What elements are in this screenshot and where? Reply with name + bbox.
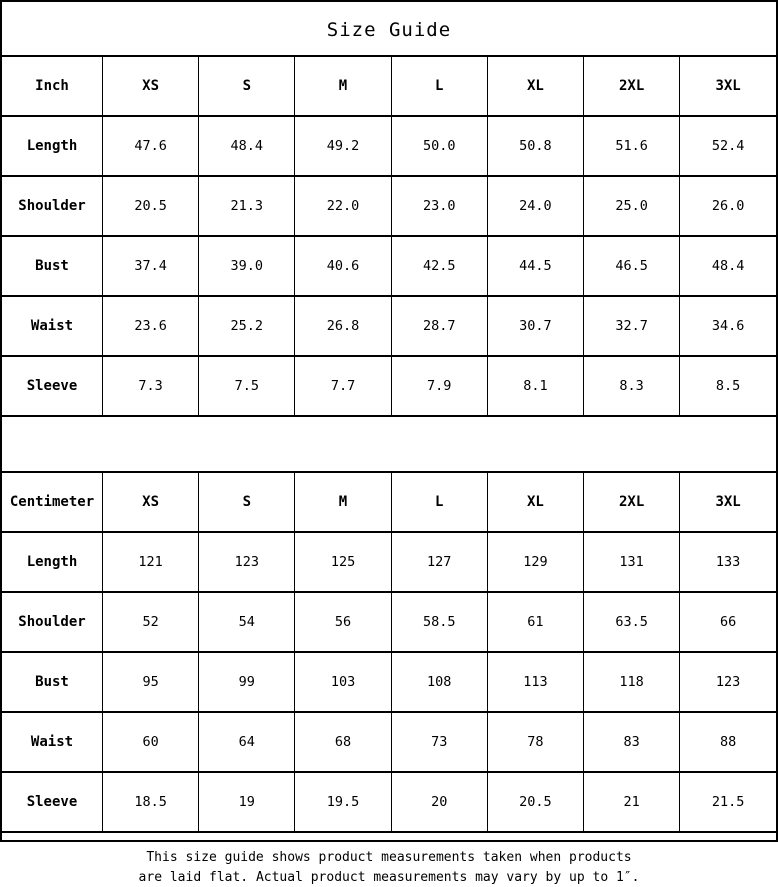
cell-bust-2xl: 118 [584,652,680,712]
cell-sleeve-2xl: 8.3 [584,356,680,416]
row-label-bust: Bust [2,236,103,296]
cell-sleeve-l: 7.9 [391,356,487,416]
cell-length-xl: 129 [487,532,583,592]
cell-shoulder-m: 22.0 [295,176,391,236]
cell-length-l: 50.0 [391,116,487,176]
table-spacer [2,417,776,471]
page-title: Size Guide [2,2,776,55]
cell-sleeve-m: 19.5 [295,772,391,832]
cell-sleeve-m: 7.7 [295,356,391,416]
column-header-3xl: 3XL [680,472,776,532]
column-header-2xl: 2XL [584,56,680,116]
cell-waist-3xl: 88 [680,712,776,772]
column-header-s: S [199,472,295,532]
cell-bust-l: 42.5 [391,236,487,296]
cell-bust-xl: 113 [487,652,583,712]
cell-shoulder-2xl: 63.5 [584,592,680,652]
cell-waist-xl: 30.7 [487,296,583,356]
table-row [2,116,776,176]
column-header-2xl: 2XL [584,472,680,532]
column-header-l: L [391,472,487,532]
row-label-length: Length [2,532,103,592]
cell-waist-l: 28.7 [391,296,487,356]
row-label-sleeve: Sleeve [2,772,103,832]
column-header-xl: XL [487,56,583,116]
cell-bust-m: 40.6 [295,236,391,296]
table-header-row [2,472,776,532]
row-label-waist: Waist [2,712,103,772]
cell-shoulder-l: 58.5 [391,592,487,652]
cell-shoulder-3xl: 66 [680,592,776,652]
cell-length-3xl: 52.4 [680,116,776,176]
cell-shoulder-s: 54 [199,592,295,652]
table-row [2,772,776,832]
cell-length-xl: 50.8 [487,116,583,176]
table-row [2,532,776,592]
cell-bust-3xl: 48.4 [680,236,776,296]
table-row [2,176,776,236]
unit-label-centimeter: Centimeter [2,472,103,532]
cell-waist-xs: 60 [103,712,199,772]
column-header-m: M [295,472,391,532]
cell-sleeve-2xl: 21 [584,772,680,832]
cell-length-m: 125 [295,532,391,592]
cell-waist-xs: 23.6 [103,296,199,356]
table-row [2,296,776,356]
column-header-m: M [295,56,391,116]
cell-shoulder-2xl: 25.0 [584,176,680,236]
cell-bust-s: 39.0 [199,236,295,296]
cell-bust-l: 108 [391,652,487,712]
cell-sleeve-xl: 8.1 [487,356,583,416]
column-header-xs: XS [103,472,199,532]
cell-sleeve-3xl: 21.5 [680,772,776,832]
column-header-s: S [199,56,295,116]
cell-sleeve-xl: 20.5 [487,772,583,832]
table-row [2,592,776,652]
footer-note [2,833,776,887]
column-header-xs: XS [103,56,199,116]
cell-bust-xs: 95 [103,652,199,712]
column-header-l: L [391,56,487,116]
cell-sleeve-xs: 7.3 [103,356,199,416]
cell-length-m: 49.2 [295,116,391,176]
cell-bust-xl: 44.5 [487,236,583,296]
cell-bust-2xl: 46.5 [584,236,680,296]
cell-bust-xs: 37.4 [103,236,199,296]
table-row [2,356,776,416]
size-table-inch [2,55,776,417]
table-row [2,236,776,296]
cell-length-l: 127 [391,532,487,592]
cell-sleeve-s: 7.5 [199,356,295,416]
cell-waist-l: 73 [391,712,487,772]
cell-waist-m: 26.8 [295,296,391,356]
cell-waist-2xl: 83 [584,712,680,772]
cell-sleeve-xs: 18.5 [103,772,199,832]
cell-shoulder-xs: 52 [103,592,199,652]
cell-shoulder-xl: 24.0 [487,176,583,236]
cell-waist-s: 25.2 [199,296,295,356]
cell-bust-m: 103 [295,652,391,712]
column-header-3xl: 3XL [680,56,776,116]
cell-shoulder-xs: 20.5 [103,176,199,236]
table-row [2,652,776,712]
cell-sleeve-3xl: 8.5 [680,356,776,416]
table-row [2,712,776,772]
column-header-xl: XL [487,472,583,532]
cell-waist-xl: 78 [487,712,583,772]
cell-bust-3xl: 123 [680,652,776,712]
footer-line-2: are laid flat. Actual product measurements may vary by up to 1″. [2,868,776,887]
cell-shoulder-m: 56 [295,592,391,652]
cell-waist-m: 68 [295,712,391,772]
row-label-waist: Waist [2,296,103,356]
cell-shoulder-xl: 61 [487,592,583,652]
cell-length-2xl: 51.6 [584,116,680,176]
cell-length-s: 48.4 [199,116,295,176]
cell-length-s: 123 [199,532,295,592]
row-label-bust: Bust [2,652,103,712]
cell-waist-3xl: 34.6 [680,296,776,356]
cell-length-2xl: 131 [584,532,680,592]
size-table-centimeter [2,471,776,833]
cell-sleeve-l: 20 [391,772,487,832]
cell-length-xs: 47.6 [103,116,199,176]
row-label-sleeve: Sleeve [2,356,103,416]
cell-shoulder-l: 23.0 [391,176,487,236]
cell-shoulder-3xl: 26.0 [680,176,776,236]
cell-waist-s: 64 [199,712,295,772]
row-label-shoulder: Shoulder [2,176,103,236]
cell-length-3xl: 133 [680,532,776,592]
table-header-row [2,56,776,116]
footer-line-1: This size guide shows product measurements taken when products [2,848,776,868]
row-label-shoulder: Shoulder [2,592,103,652]
cell-bust-s: 99 [199,652,295,712]
cell-shoulder-s: 21.3 [199,176,295,236]
row-label-length: Length [2,116,103,176]
unit-label-inch: Inch [2,56,103,116]
cell-sleeve-s: 19 [199,772,295,832]
cell-length-xs: 121 [103,532,199,592]
cell-waist-2xl: 32.7 [584,296,680,356]
